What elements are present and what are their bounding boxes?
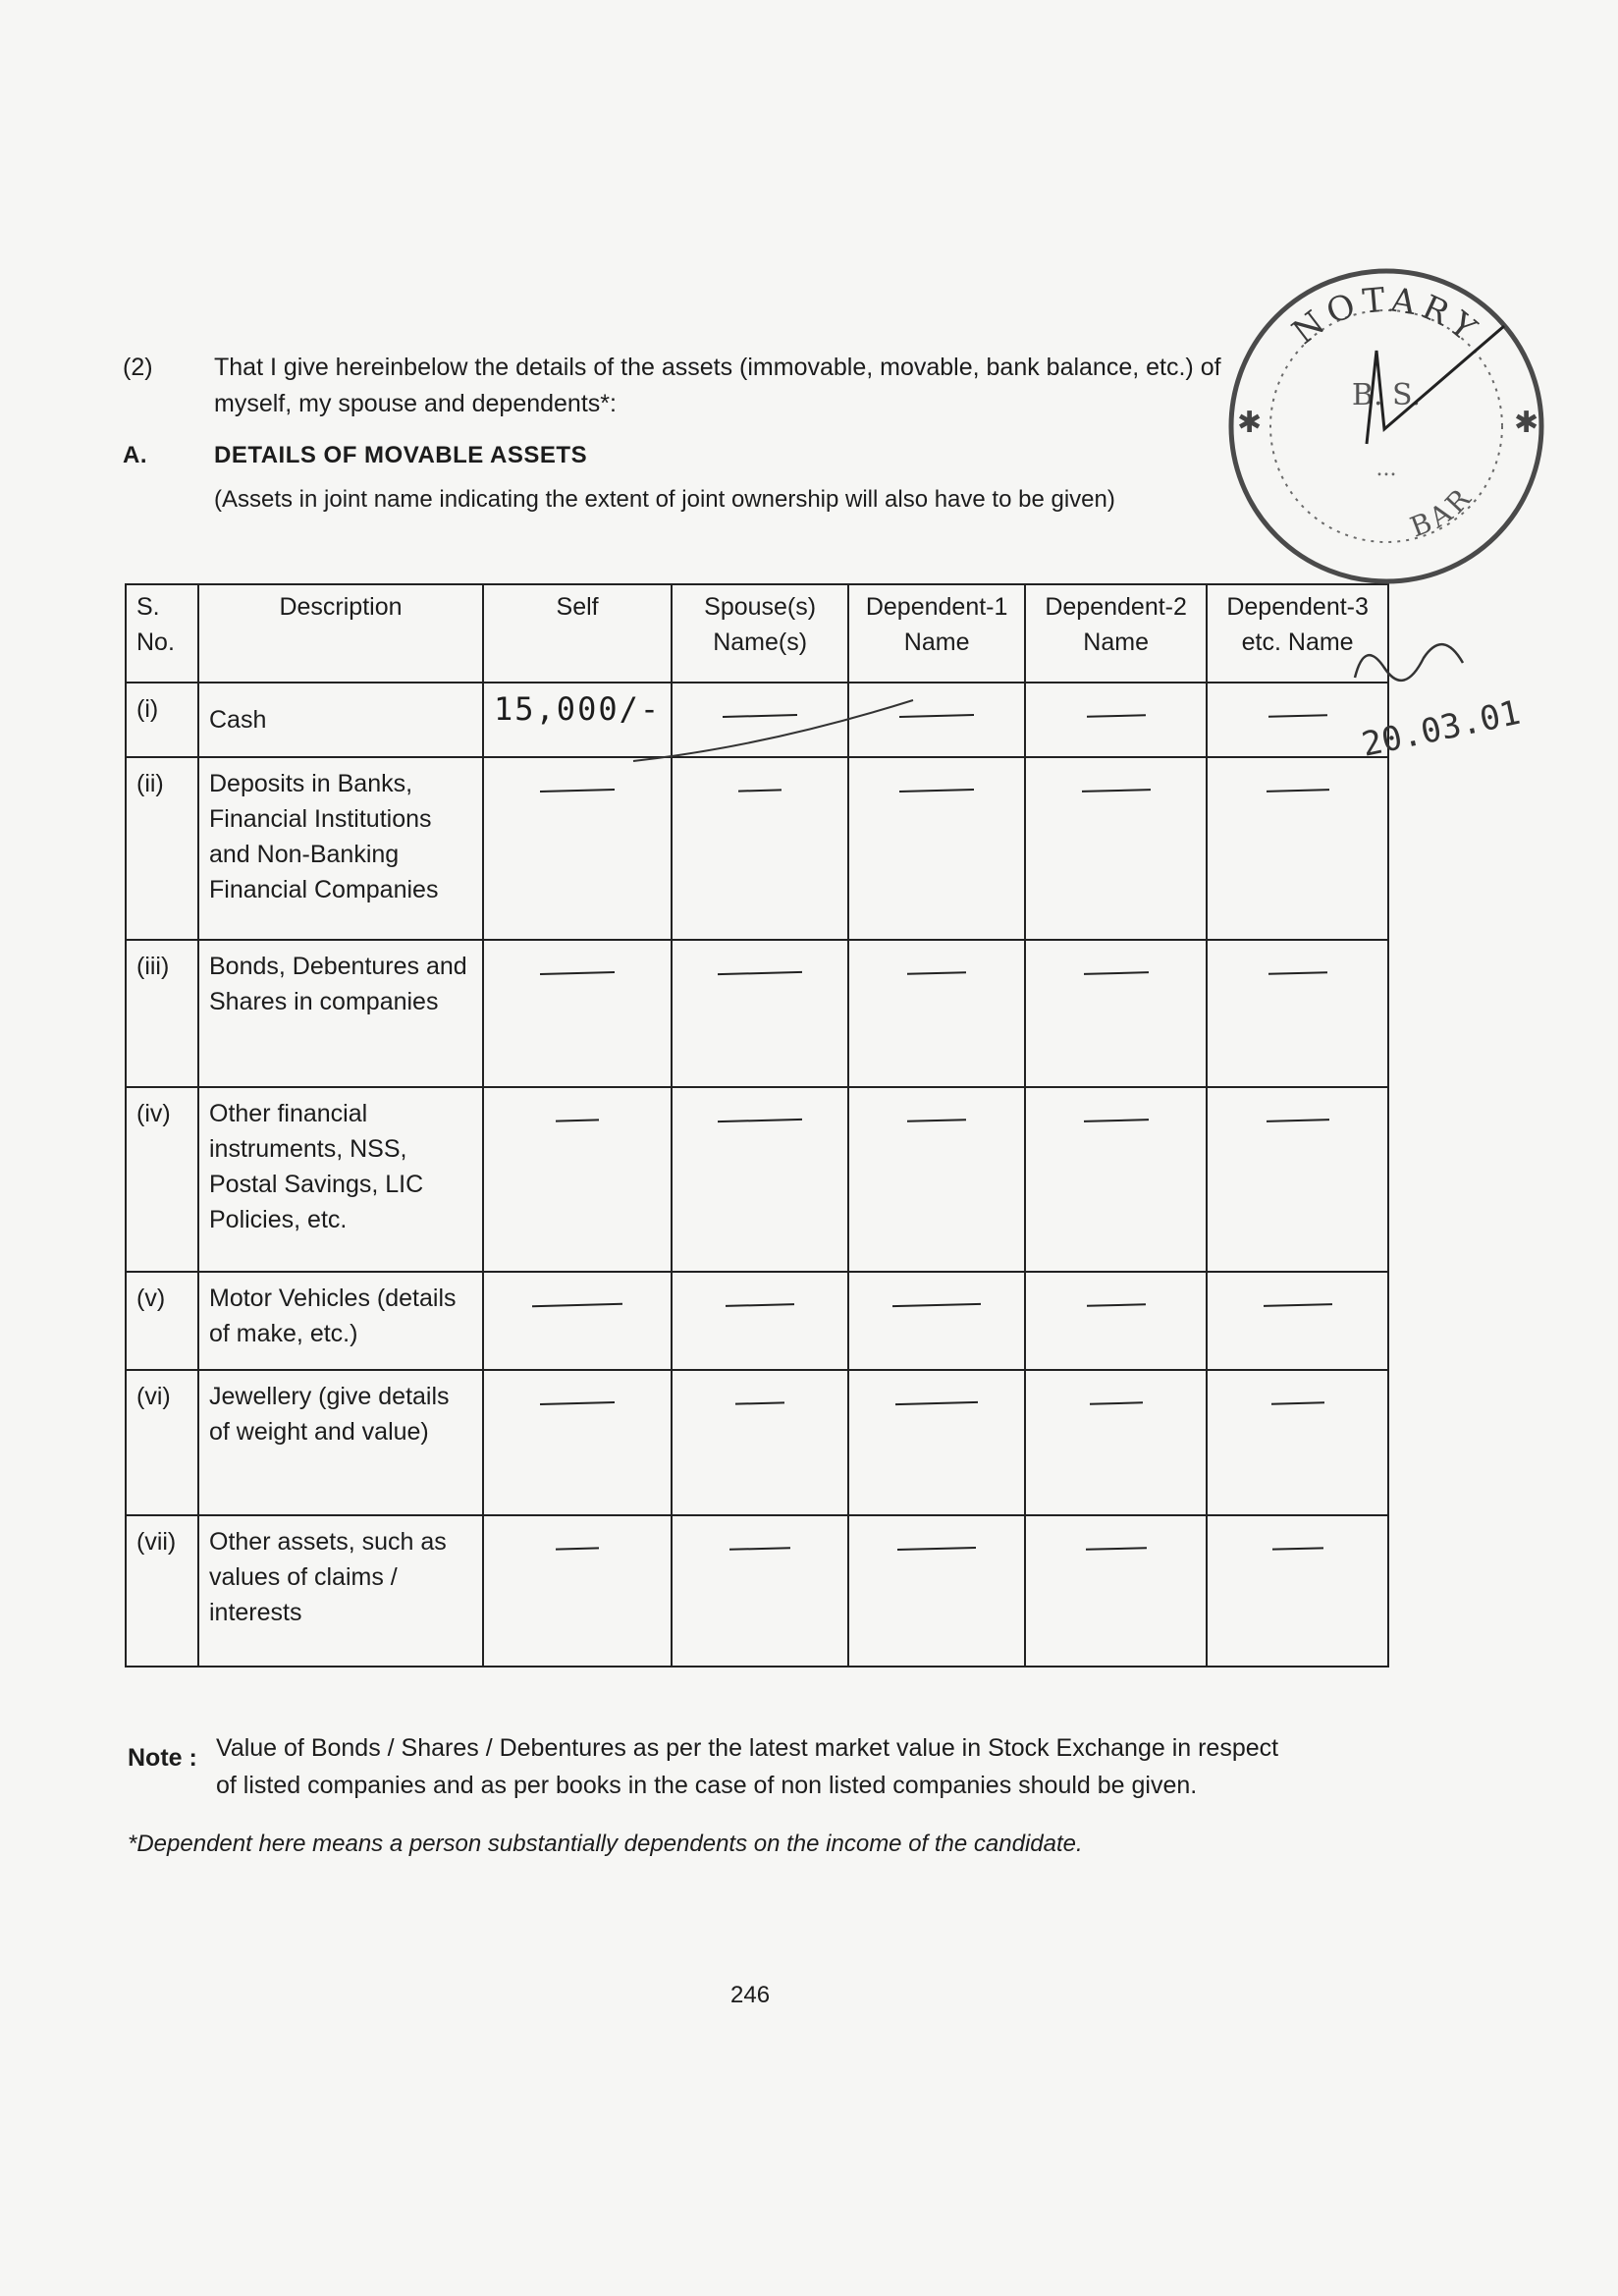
- row-dep2-value: [1025, 1370, 1207, 1515]
- page-number: 246: [730, 1982, 771, 2008]
- header-self: Self: [483, 584, 672, 683]
- section-title: DETAILS OF MOVABLE ASSETS: [214, 442, 588, 468]
- dash-mark: [892, 1303, 981, 1307]
- row-self-value: [483, 1272, 672, 1370]
- notary-stamp: [1210, 257, 1563, 601]
- dash-mark: [718, 971, 802, 975]
- cash-self-handwritten: 15,000/-: [494, 690, 662, 728]
- dash-mark: [735, 1401, 784, 1404]
- dash-mark: [895, 1401, 978, 1405]
- table-row: [126, 1272, 1388, 1370]
- row-dep2-value: [1025, 940, 1207, 1087]
- note-text-line2: of listed companies and as per books in the case of non listed companies should be given.: [216, 1772, 1198, 1799]
- svg-text:20.03.01: 20.03.01: [1358, 692, 1525, 765]
- dash-mark: [1086, 1547, 1147, 1551]
- dash-mark: [1084, 971, 1149, 975]
- dash-mark: [556, 1119, 599, 1121]
- handwritten-stroke: [628, 692, 923, 771]
- dash-mark: [1272, 1547, 1323, 1550]
- header-spouse-line1: Spouse(s): [704, 593, 817, 621]
- dash-mark: [1084, 1119, 1149, 1122]
- intro-number: (2): [123, 354, 153, 381]
- dash-mark: [729, 1547, 790, 1551]
- dash-mark: [1267, 1119, 1329, 1122]
- row-description: Other assets, such as values of claims / interests: [198, 1515, 483, 1667]
- dash-mark: [907, 971, 966, 975]
- table-row: [126, 1370, 1388, 1515]
- note-text-line1: Value of Bonds / Shares / Debentures as per the latest market value in Stock Exchange in respect: [216, 1734, 1279, 1762]
- dependent-footnote: *Dependent here means a person substantially dependents on the income of the candidate.: [128, 1831, 1083, 1857]
- dash-mark: [1271, 1401, 1324, 1404]
- header-dependent-1: [848, 584, 1025, 683]
- row-sno: (iii): [126, 940, 198, 1087]
- intro-text-line1: That I give hereinbelow the details of the assets (immovable, movable, bank balance, etc.) of: [214, 354, 1221, 381]
- header-description: Description: [198, 584, 483, 683]
- dash-mark: [1268, 714, 1327, 718]
- row-dep1-value: [848, 940, 1025, 1087]
- dash-mark: [540, 971, 615, 975]
- dash-mark: [718, 1119, 802, 1122]
- header-dep3-line1: Dependent-3: [1226, 593, 1369, 621]
- row-description: Cash: [198, 683, 483, 757]
- row-spouse-value: [672, 757, 848, 940]
- dash-mark: [897, 1547, 976, 1551]
- row-dep3-value: [1207, 1515, 1388, 1667]
- row-spouse-value: [672, 1515, 848, 1667]
- row-dep3-value: [1207, 1370, 1388, 1515]
- header-dep1-line2: Name: [903, 629, 970, 656]
- row-dep2-value: [1025, 1515, 1207, 1667]
- svg-text:✱: ✱: [1237, 407, 1263, 439]
- dash-mark: [1087, 714, 1146, 718]
- row-dep1-value: [848, 1515, 1025, 1667]
- header-dep2-line1: Dependent-2: [1045, 593, 1187, 621]
- dash-mark: [907, 1119, 966, 1122]
- row-self-value: [483, 1087, 672, 1272]
- header-sno: [126, 584, 198, 683]
- svg-text:✱: ✱: [1514, 407, 1539, 439]
- header-spouse-line2: Name(s): [713, 629, 808, 656]
- svg-text:BAR: BAR: [1405, 479, 1480, 544]
- table-row: [126, 757, 1388, 940]
- header-sno-line2: No.: [136, 629, 175, 656]
- dash-mark: [726, 1303, 794, 1307]
- svg-text:NOTARY: NOTARY: [1285, 280, 1488, 353]
- row-spouse-value: [672, 1370, 848, 1515]
- row-sno: (i): [126, 683, 198, 757]
- table-row: [126, 1515, 1388, 1667]
- row-sno: (v): [126, 1272, 198, 1370]
- dash-mark: [1268, 971, 1327, 975]
- dash-mark: [1264, 1303, 1332, 1307]
- header-dep3-line2: etc. Name: [1241, 629, 1354, 656]
- header-sno-line1: S.: [136, 593, 160, 621]
- dash-mark: [1082, 789, 1151, 793]
- table-row: [126, 1087, 1388, 1272]
- header-dep1-line1: Dependent-1: [865, 593, 1008, 621]
- row-dep3-value: [1207, 1087, 1388, 1272]
- handwritten-date: [1325, 619, 1581, 776]
- svg-text:...: ...: [1375, 457, 1397, 481]
- row-description: Motor Vehicles (details of make, etc.): [198, 1272, 483, 1370]
- section-subtitle: (Assets in joint name indicating the extent of joint ownership will also have to be given): [214, 486, 1115, 513]
- row-dep2-value: [1025, 757, 1207, 940]
- row-dep1-value: [848, 1272, 1025, 1370]
- row-description: Other financial instruments, NSS, Postal Savings, LIC Policies, etc.: [198, 1087, 483, 1272]
- dash-mark: [899, 789, 974, 793]
- table-header-row: [126, 584, 1388, 683]
- row-sno: (vi): [126, 1370, 198, 1515]
- row-sno: (iv): [126, 1087, 198, 1272]
- dash-mark: [1090, 1401, 1143, 1404]
- section-letter: A.: [123, 442, 147, 468]
- dash-mark: [556, 1547, 599, 1550]
- dash-mark: [540, 789, 615, 793]
- svg-text:B. S.: B. S.: [1351, 378, 1422, 412]
- row-dep3-value: [1207, 1272, 1388, 1370]
- dash-mark: [1267, 789, 1329, 793]
- header-dependent-2: [1025, 584, 1207, 683]
- row-self-value: [483, 1370, 672, 1515]
- row-self-value: [483, 1515, 672, 1667]
- row-dep3-value: [1207, 940, 1388, 1087]
- dash-mark: [1087, 1303, 1146, 1307]
- row-spouse-value: [672, 1272, 848, 1370]
- header-dep2-line2: Name: [1083, 629, 1149, 656]
- row-self-value: [483, 940, 672, 1087]
- intro-text-line2: myself, my spouse and dependents*:: [214, 390, 617, 417]
- table-row: [126, 940, 1388, 1087]
- header-spouse: [672, 584, 848, 683]
- row-sno: (vii): [126, 1515, 198, 1667]
- row-dep2-value: [1025, 1272, 1207, 1370]
- row-dep3-value: [1207, 757, 1388, 940]
- row-dep1-value: [848, 1087, 1025, 1272]
- row-sno: (ii): [126, 757, 198, 940]
- row-dep2-value: [1025, 683, 1207, 757]
- row-description: Bonds, Debentures and Shares in companies: [198, 940, 483, 1087]
- dash-mark: [532, 1303, 622, 1307]
- dash-mark: [540, 1401, 615, 1405]
- dash-mark: [738, 789, 782, 792]
- row-self-value: [483, 757, 672, 940]
- row-spouse-value: [672, 1087, 848, 1272]
- row-description: Deposits in Banks, Financial Institutions and Non-Banking Financial Companies: [198, 757, 483, 940]
- row-description: Jewellery (give details of weight and value): [198, 1370, 483, 1515]
- note-label: Note :: [128, 1744, 197, 1772]
- row-dep1-value: [848, 1370, 1025, 1515]
- row-dep2-value: [1025, 1087, 1207, 1272]
- row-spouse-value: [672, 940, 848, 1087]
- row-dep1-value: [848, 757, 1025, 940]
